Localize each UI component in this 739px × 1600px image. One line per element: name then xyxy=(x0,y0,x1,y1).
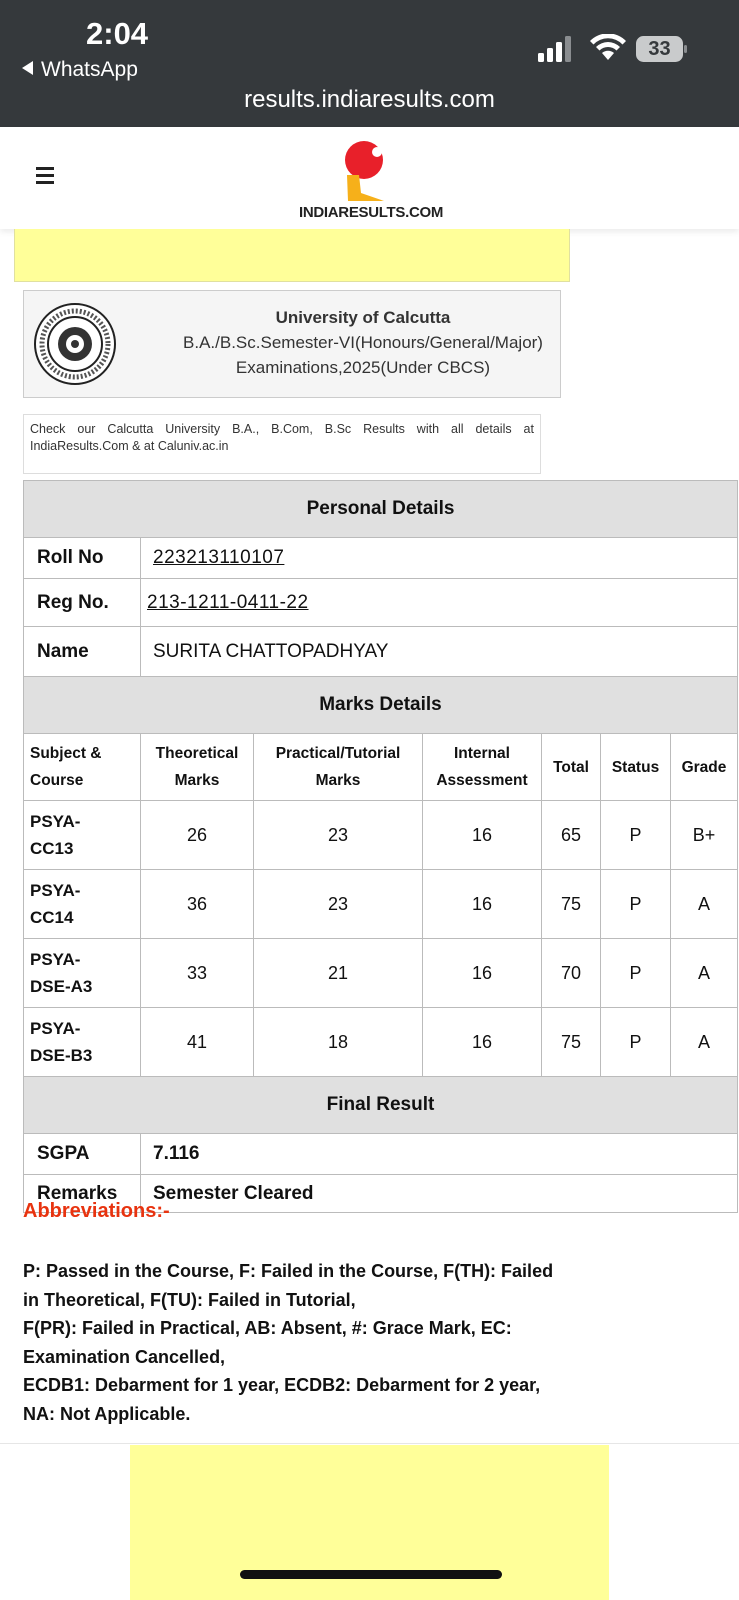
col-practical: Practical/Tutorial Marks xyxy=(254,734,423,801)
wifi-icon xyxy=(590,34,626,62)
reg-label: Reg No. xyxy=(24,579,141,627)
practical-cell: 23 xyxy=(254,870,423,939)
advertisement-banner[interactable] xyxy=(14,229,570,282)
subject-cell: PSYA- CC14 xyxy=(24,870,141,939)
col-theory: Theoretical Marks xyxy=(141,734,254,801)
practical-cell: 23 xyxy=(254,801,423,870)
col-total: Total xyxy=(542,734,601,801)
remarks-value: Semester Cleared xyxy=(141,1175,738,1213)
info-note: Check our Calcutta University B.A., B.Com, B.Sc Results with all details at IndiaResults.Com & at Caluniv.ac.in xyxy=(23,414,541,474)
university-seal-icon xyxy=(34,303,116,385)
internal-cell: 16 xyxy=(423,939,542,1008)
roll-label: Roll No xyxy=(24,538,141,579)
table-row xyxy=(24,801,738,870)
total-cell: 75 xyxy=(542,1008,601,1077)
clock: 2:04 xyxy=(86,16,149,51)
subject-cell: PSYA- DSE-B3 xyxy=(24,1008,141,1077)
abbreviations-text xyxy=(23,1257,568,1428)
back-arrow-icon xyxy=(22,61,33,75)
site-header xyxy=(0,127,739,229)
marks-table xyxy=(23,676,738,1213)
practical-cell: 21 xyxy=(254,939,423,1008)
abbreviations-line: ECDB1: Debarment for 1 year, ECDB2: Debarment for 2 year, NA: Not Applicable. xyxy=(23,1375,541,1424)
subject-cell: PSYA- CC13 xyxy=(24,801,141,870)
reg-number-link[interactable]: 213-1211-0411-22 xyxy=(147,591,309,613)
sgpa-label: SGPA xyxy=(24,1134,141,1175)
status-bar xyxy=(0,0,739,127)
site-logo[interactable] xyxy=(286,137,456,229)
battery-level: 33 xyxy=(648,38,671,60)
marks-details-heading: Marks Details xyxy=(24,677,738,734)
status-cell: P xyxy=(601,870,671,939)
back-to-app-button[interactable] xyxy=(22,58,138,82)
remarks-label: Remarks xyxy=(24,1175,141,1213)
name-label: Name xyxy=(24,627,141,677)
grade-cell: A xyxy=(671,939,738,1008)
theory-cell: 41 xyxy=(141,1008,254,1077)
status-cell: P xyxy=(601,801,671,870)
total-cell: 75 xyxy=(542,870,601,939)
indiaresults-logo-icon xyxy=(286,137,456,205)
status-cell: P xyxy=(601,939,671,1008)
internal-cell: 16 xyxy=(423,870,542,939)
university-name: University of Calcutta xyxy=(275,308,451,327)
grade-cell: A xyxy=(671,870,738,939)
table-row xyxy=(24,870,738,939)
col-status: Status xyxy=(601,734,671,801)
total-cell: 70 xyxy=(542,939,601,1008)
total-cell: 65 xyxy=(542,801,601,870)
sgpa-value: 7.116 xyxy=(141,1134,738,1175)
abbreviations-line: F(PR): Failed in Practical, AB: Absent, #: Grace Mark, EC: Examination Cancelled, xyxy=(23,1318,512,1367)
divider xyxy=(0,1443,739,1444)
url-bar[interactable]: results.indiaresults.com xyxy=(244,86,495,113)
abbreviations-heading: Abbreviations:- xyxy=(23,1200,170,1222)
personal-details-table xyxy=(23,480,738,677)
exam-title-line1: B.A./B.Sc.Semester-VI(Honours/General/Major) xyxy=(183,333,543,352)
subject-cell: PSYA- DSE-A3 xyxy=(24,939,141,1008)
personal-details-heading: Personal Details xyxy=(24,481,738,538)
grade-cell: B+ xyxy=(671,801,738,870)
abbreviations-line: P: Passed in the Course, F: Failed in the Course, F(TH): Failed in Theoretical, F(TU): Failed in Tutorial, xyxy=(23,1261,554,1310)
grade-cell: A xyxy=(671,1008,738,1077)
hamburger-menu-icon[interactable] xyxy=(36,167,54,185)
table-row xyxy=(24,939,738,1008)
col-subject: Subject & Course xyxy=(24,734,141,801)
table-row xyxy=(24,1008,738,1077)
roll-number-link[interactable]: 223213110107 xyxy=(153,547,285,568)
exam-title-line2: Examinations,2025(Under CBCS) xyxy=(235,358,491,377)
home-indicator[interactable] xyxy=(240,1570,502,1579)
student-name: SURITA CHATTOPADHYAY xyxy=(141,627,738,677)
logo-text: INDIARESULTS.COM xyxy=(298,204,444,221)
theory-cell: 33 xyxy=(141,939,254,1008)
final-result-heading: Final Result xyxy=(24,1077,738,1134)
back-app-label: WhatsApp xyxy=(41,58,138,81)
col-internal: Internal Assessment xyxy=(423,734,542,801)
practical-cell: 18 xyxy=(254,1008,423,1077)
internal-cell: 16 xyxy=(423,801,542,870)
theory-cell: 26 xyxy=(141,801,254,870)
university-header xyxy=(23,290,561,398)
status-cell: P xyxy=(601,1008,671,1077)
col-grade: Grade xyxy=(671,734,738,801)
cellular-signal-icon xyxy=(538,36,578,62)
internal-cell: 16 xyxy=(423,1008,542,1077)
theory-cell: 36 xyxy=(141,870,254,939)
